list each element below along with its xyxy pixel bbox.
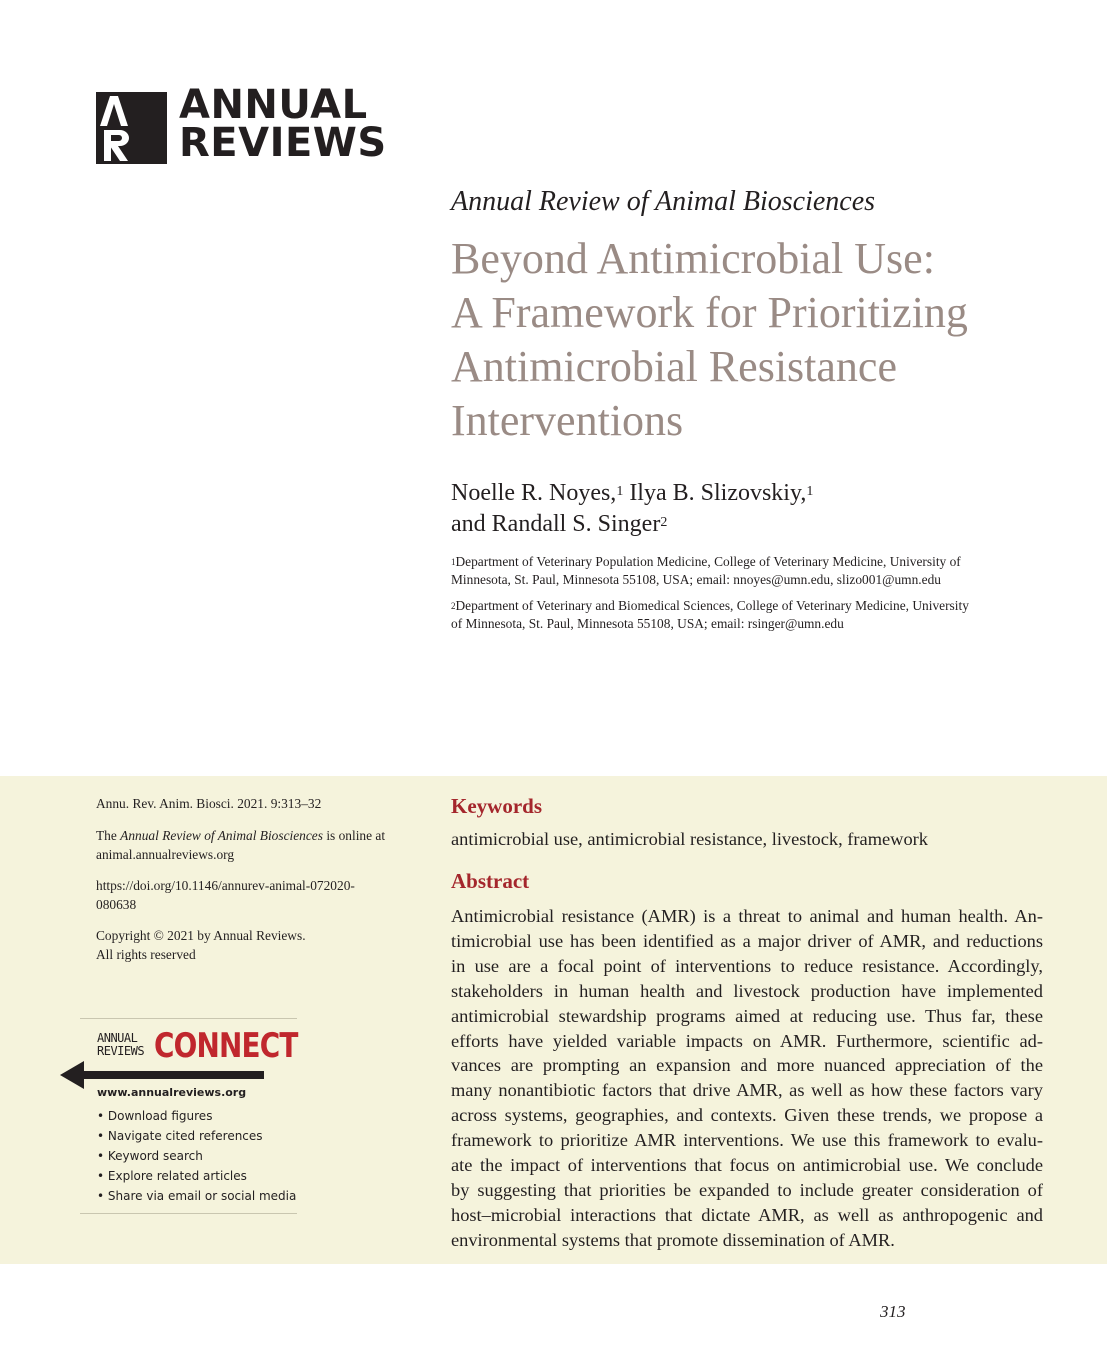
abstract-line: efforts have yielded variable impacts on AMR. Furthermore, scientific ad- [451,1030,1043,1051]
affiliation-2 [451,597,1051,633]
annual-reviews-logo [96,82,387,166]
journal-name: Annual Review of Animal Biosciences [451,186,876,217]
online-url[interactable]: animal.annualreviews.org [96,847,235,862]
affiliation-2-line-2: of Minnesota, St. Paul, Minnesota 55108, USA; email: rsinger@umn.edu [451,616,844,631]
title-line-3: Antimicrobial Resistance [451,342,897,391]
article-title [451,232,1071,448]
connect-brand-line-1: ANNUAL [97,1031,138,1045]
page-number: 313 [880,1302,906,1321]
author-singer-affil: 2 [660,515,668,530]
affiliation-1-mark: 1 [451,557,456,567]
connect-feature-item: • Explore related articles [97,1169,247,1183]
author-noyes: Noelle R. Noyes, [451,480,617,506]
affiliation-1-line-2: Minnesota, St. Paul, Minnesota 55108, USA; email: nnoyes@umn.edu, slizo001@umn.edu [451,572,941,587]
copyright [96,926,416,964]
doi-line-2[interactable]: 080638 [96,897,137,912]
logo-wordmark [179,82,387,166]
connect-brand [97,1032,144,1058]
keywords-text: antimicrobial use, antimicrobial resistance, livestock, framework [451,829,928,849]
abstract-heading: Abstract [451,869,530,893]
abstract-line: antimicrobial stewardship programs aimed at reducing use. Thus far, these [451,1005,1043,1026]
abstract-line: timicrobial use has been identified as a major driver of AMR, and reductions [451,930,1043,951]
ar-logo-mark-icon [96,92,167,164]
connect-top-rule [80,1018,297,1019]
abstract-line: ate the impact of interventions that focus on antimicrobial use. We conclude [451,1155,1043,1176]
doi[interactable] [96,876,416,914]
doi-line-1[interactable]: https://doi.org/10.1146/annurev-animal-072020- [96,878,355,893]
citation: Annu. Rev. Anim. Biosci. 2021. 9:313–32 [96,796,322,811]
author-list [451,478,813,540]
affiliation-1 [451,553,1051,589]
connect-brand-line-2: REVIEWS [97,1044,145,1058]
online-availability [96,826,416,864]
keywords-heading: Keywords [451,794,542,818]
affiliation-2-line-1: Department of Veterinary and Biomedical Sciences, College of Veterinary Medicine, University [455,598,969,613]
connect-feature-item: • Keyword search [97,1149,203,1163]
connect-feature-item: • Navigate cited references [97,1129,263,1143]
affiliation-1-line-1: Department of Veterinary Population Medicine, College of Veterinary Medicine, University of [455,554,961,569]
author-singer: and Randall S. Singer [451,511,661,537]
connect-feature-item: • Share via email or social media [97,1189,297,1203]
connect-feature-list [97,1106,296,1206]
abstract-line: host–microbial interactions that dictate AMR, as well as anthropogenic and [451,1204,1043,1225]
author-slizovskiy: Ilya B. Slizovskiy, [623,480,807,506]
online-pre: The [96,828,121,843]
abstract-line: stakeholders in human health and livestock production have implemented [451,980,1043,1001]
abstract-line: Antimicrobial resistance (AMR) is a threat to animal and human health. An- [451,906,1043,926]
copyright-line-1: Copyright © 2021 by Annual Reviews. [96,928,306,943]
author-line-2 [451,509,813,540]
author-slizovskiy-affil: 1 [806,484,814,499]
abstract-line: in use are a focal point of interventions to reduce resistance. Accordingly, [451,955,1043,976]
connect-wordmark: CONNECT [154,1026,298,1066]
abstract-line: framework to prioritize AMR interventions. We use this framework to evalu- [451,1130,1043,1151]
logo-line-2: REVIEWS [179,120,387,166]
author-line-1 [451,478,813,509]
abstract-line: across systems, geographies, and contexts. Given these trends, we propose a [451,1105,1043,1126]
abstract-text [451,904,1043,1253]
copyright-line-2: All rights reserved [96,947,196,962]
author-noyes-affil: 1 [616,484,624,499]
connect-bottom-rule [80,1213,297,1214]
logo-line-1: ANNUAL [179,82,368,128]
title-line-4: Interventions [451,396,684,445]
online-journal: Annual Review of Animal Biosciences [120,828,323,843]
affiliation-2-mark: 2 [451,601,456,611]
annual-reviews-connect-box [80,1018,297,1214]
abstract-line: vances are prompting an expansion and more nuanced appreciation of the [451,1055,1043,1076]
abstract-line: by suggesting that priorities be expanded to include greater consideration of [451,1179,1043,1200]
title-line-1: Beyond Antimicrobial Use: [451,234,935,283]
online-post: is online at [322,828,386,843]
connect-website[interactable]: www.annualreviews.org [97,1086,247,1099]
title-line-2: A Framework for Prioritizing [451,288,968,337]
abstract-line: many nonantibiotic factors that drive AMR, as well as how these factors vary [451,1080,1043,1101]
connect-feature-item: • Download figures [97,1109,213,1123]
abstract-line: environmental systems that promote dissemination of AMR. [451,1229,895,1250]
